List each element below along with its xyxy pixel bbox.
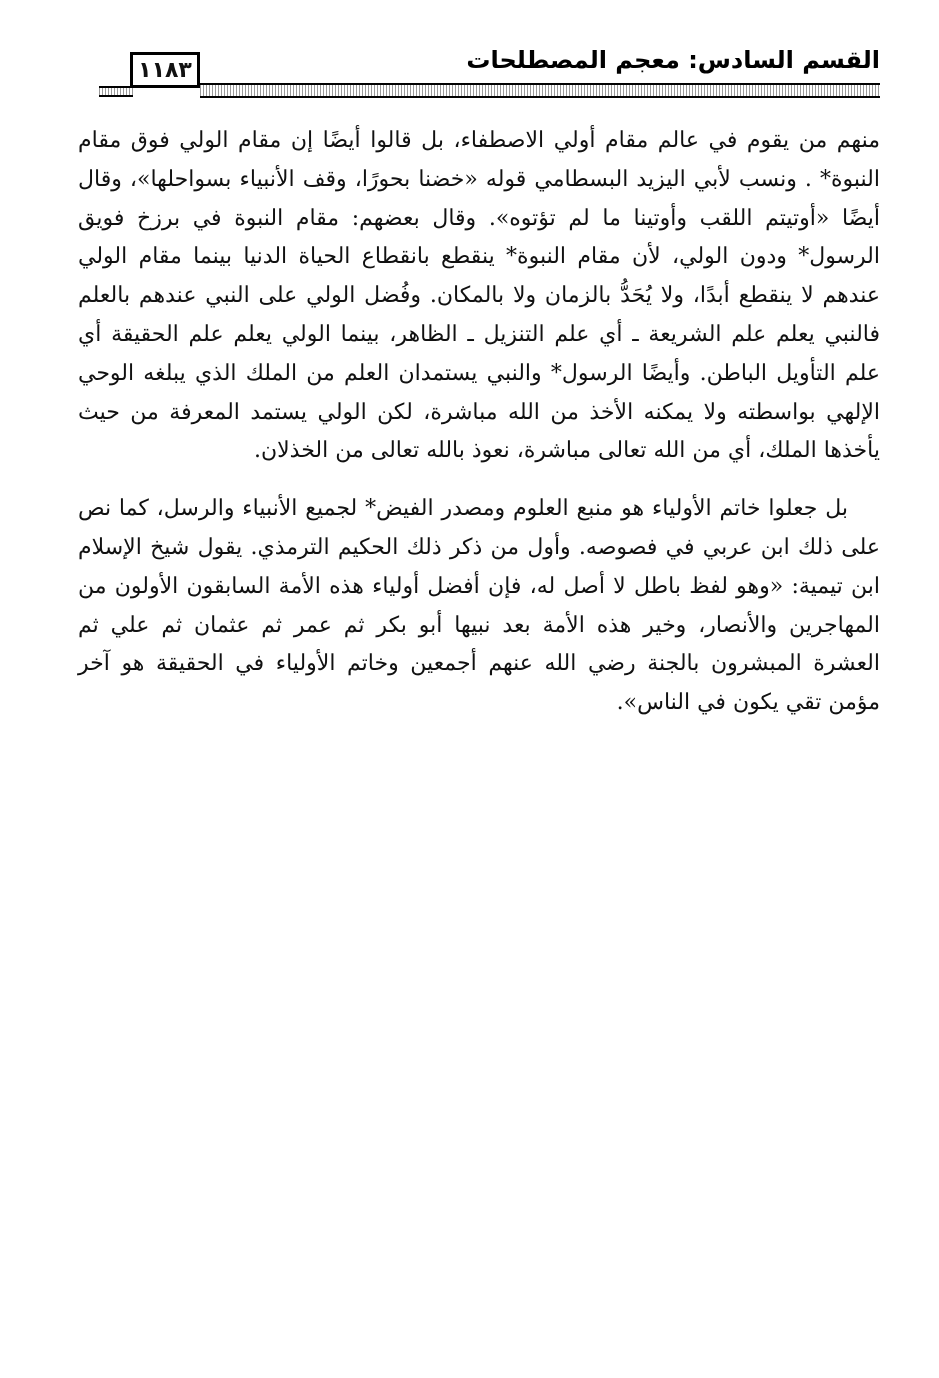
header-rule bbox=[200, 83, 880, 98]
body-paragraph: منهم من يقوم في عالم مقام أولي الاصطفاء، بل قالوا أيضًا إن مقام الولي فوق مقام النبوة* . ونسب لأبي اليزيد البسطامي قوله «خضنا بحورًا، وقف الأنبياء بسواحلها»، وقال أيضًا «أوتيتم اللقب وأوتينا ما لم تؤتوه». وقال بعضهم: مقام النبوة في برزخ فويق الرسول* ودون الولي، لأن مقام النبوة* ينقطع بانقطاع الحياة الدنيا بينما مقام الولي عندهم لا ينقطع أبدًا، ولا يُحَدُّ بالزمان ولا بالمكان. وفُضل الولي على النبي عندهم بالعلم فالنبي يعلم علم الشريعة ـ أي علم التنزيل ـ الظاهر، بينما الولي يعلم علم الحقيقة أي علم التأويل الباطن. وأيضًا الرسول* والنبي يستمدان العلم من الملك الذي يبلغه الوحي الإلهي بواسطته ولا يمكنه الأخذ من الله مباشرة، لكن الولي يستمد المعرفة من حيث يأخذها الملك، أي من الله تعالى مباشرة، نعوذ بالله تعالى من الخذلان. bbox=[78, 128, 880, 464]
page-number: ١١٨٣ bbox=[130, 52, 200, 88]
page-body bbox=[78, 122, 880, 723]
section-title: القسم السادس: معجم المصطلحات bbox=[466, 46, 880, 74]
running-header bbox=[90, 40, 880, 98]
body-paragraph: بل جعلوا خاتم الأولياء هو منبع العلوم ومصدر الفيض* لجميع الأنبياء والرسل، كما نص على ذلك ابن عربي في فصوصه. وأول من ذكر ذلك الحكيم الترمذي. يقول شيخ الإسلام ابن تيمية: «وهو لفظ باطل لا أصل له، فإن أفضل أولياء هذه الأمة السابقون الأولون من المهاجرين والأنصار، وخير هذه الأمة بعد نبيها أبو بكر ثم عمر ثم عثمان ثم علي ثم العشرة المبشرون بالجنة رضي الله عنهم أجمعين وخاتم الأولياء في الحقيقة هو آخر مؤمن تقي يكون في الناس». bbox=[78, 496, 880, 716]
